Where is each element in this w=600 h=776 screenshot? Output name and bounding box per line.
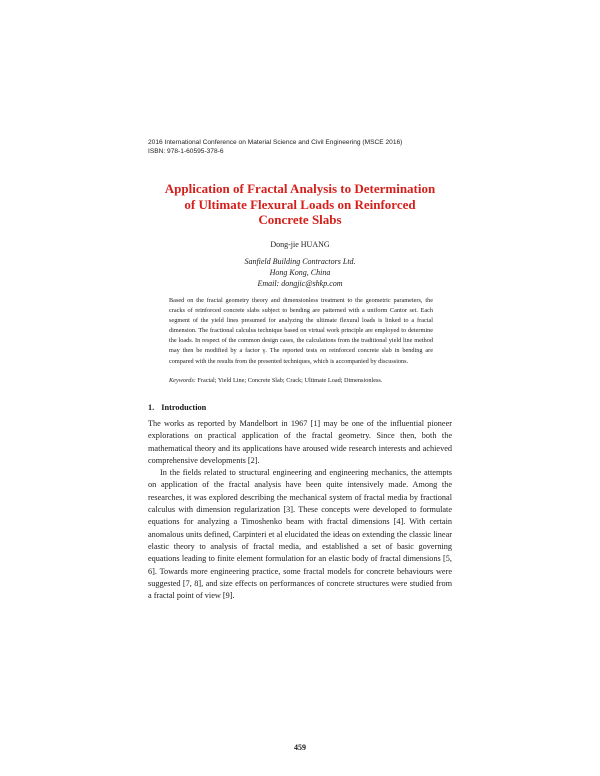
author-name: Dong-jie HUANG — [270, 240, 330, 249]
isbn: ISBN: 978-1-60595-378-6 — [148, 147, 224, 155]
abstract — [169, 296, 433, 367]
title-line-2: of Ultimate Flexural Loads on Reinforced — [184, 196, 416, 212]
abstract-text: Based on the fractal geometry theory and dimensionless treatment to the geometric parameters, the cracks of reinforced concrete slabs subject to bending are patterned with a uniform Cantor set. Each segment of the yield lines presumed for analyzing the ultimate flexural loads is linked to a fractal dimension. The fractional calculus technique based on virtual work principle are employed to determine the loads. In respect of the common design cases, the calculations from the traditional yield line method may then be modified by a factor γ. The reported tests on reinforced concrete slab in bending are compared with the results from the presented techniques, which is accompanied by discussions. — [169, 297, 433, 365]
author-affiliation — [150, 256, 450, 289]
affiliation-email: Email: dongjic@shkp.com — [257, 279, 343, 288]
paragraph: In the fields related to structural engineering and engineering mechanics, the attempts on application of the fractal analysis have been quite intensively made. Among the researches, it was explored describing the mechanical system of fractal media by fractional calculus with dimension regularization [3]. These concepts were developed to formulate equations for analyzing a Timoshenko beam with fractal dimensions [4]. With certain anomalous units defined, Carpinteri et al elucidated the ideas on extending the classic linear elastic theory to analysis of fractal media, and established a set of basic governing equations leading to finite element formulation for an elastic body of fractal dimensions [5, 6]. Towards more engineering practice, some fractal models for concrete behaviours were suggested [7, 8], and size effects on performances of concrete structures were studied from a fractal point of view [9]. — [148, 468, 452, 601]
paragraph: The works as reported by Mandelbort in 1967 [1] may be one of the influential pioneer explorations on practical application of the fractal geometry. Since then, both the mathematical theory and its applications have aroused wide research interests and achieved comprehensive developments [2]. — [148, 419, 452, 465]
body-text — [148, 418, 452, 602]
page-number: 459 — [294, 743, 306, 752]
section-title: Introduction — [161, 403, 207, 412]
paper-title — [150, 181, 450, 228]
title-line-1: Application of Fractal Analysis to Determination — [164, 181, 436, 196]
section-number: 1. — [148, 403, 155, 412]
conference-name: 2016 International Conference on Material Science and Civil Engineering (MSCE 2016) — [148, 139, 403, 146]
affiliation-company: Sanfield Building Contractors Ltd. — [244, 257, 356, 266]
keywords-text: Fractal; Yield Line; Concrete Slab; Crack; Ultimate Load; Dimensionless. — [197, 377, 383, 384]
section-heading — [148, 403, 206, 412]
title-line-3: Concrete Slabs — [258, 212, 342, 227]
keywords-label: Keywords: — [169, 377, 196, 384]
affiliation-location: Hong Kong, China — [269, 268, 331, 277]
keywords — [169, 377, 449, 384]
conference-header — [148, 139, 402, 156]
